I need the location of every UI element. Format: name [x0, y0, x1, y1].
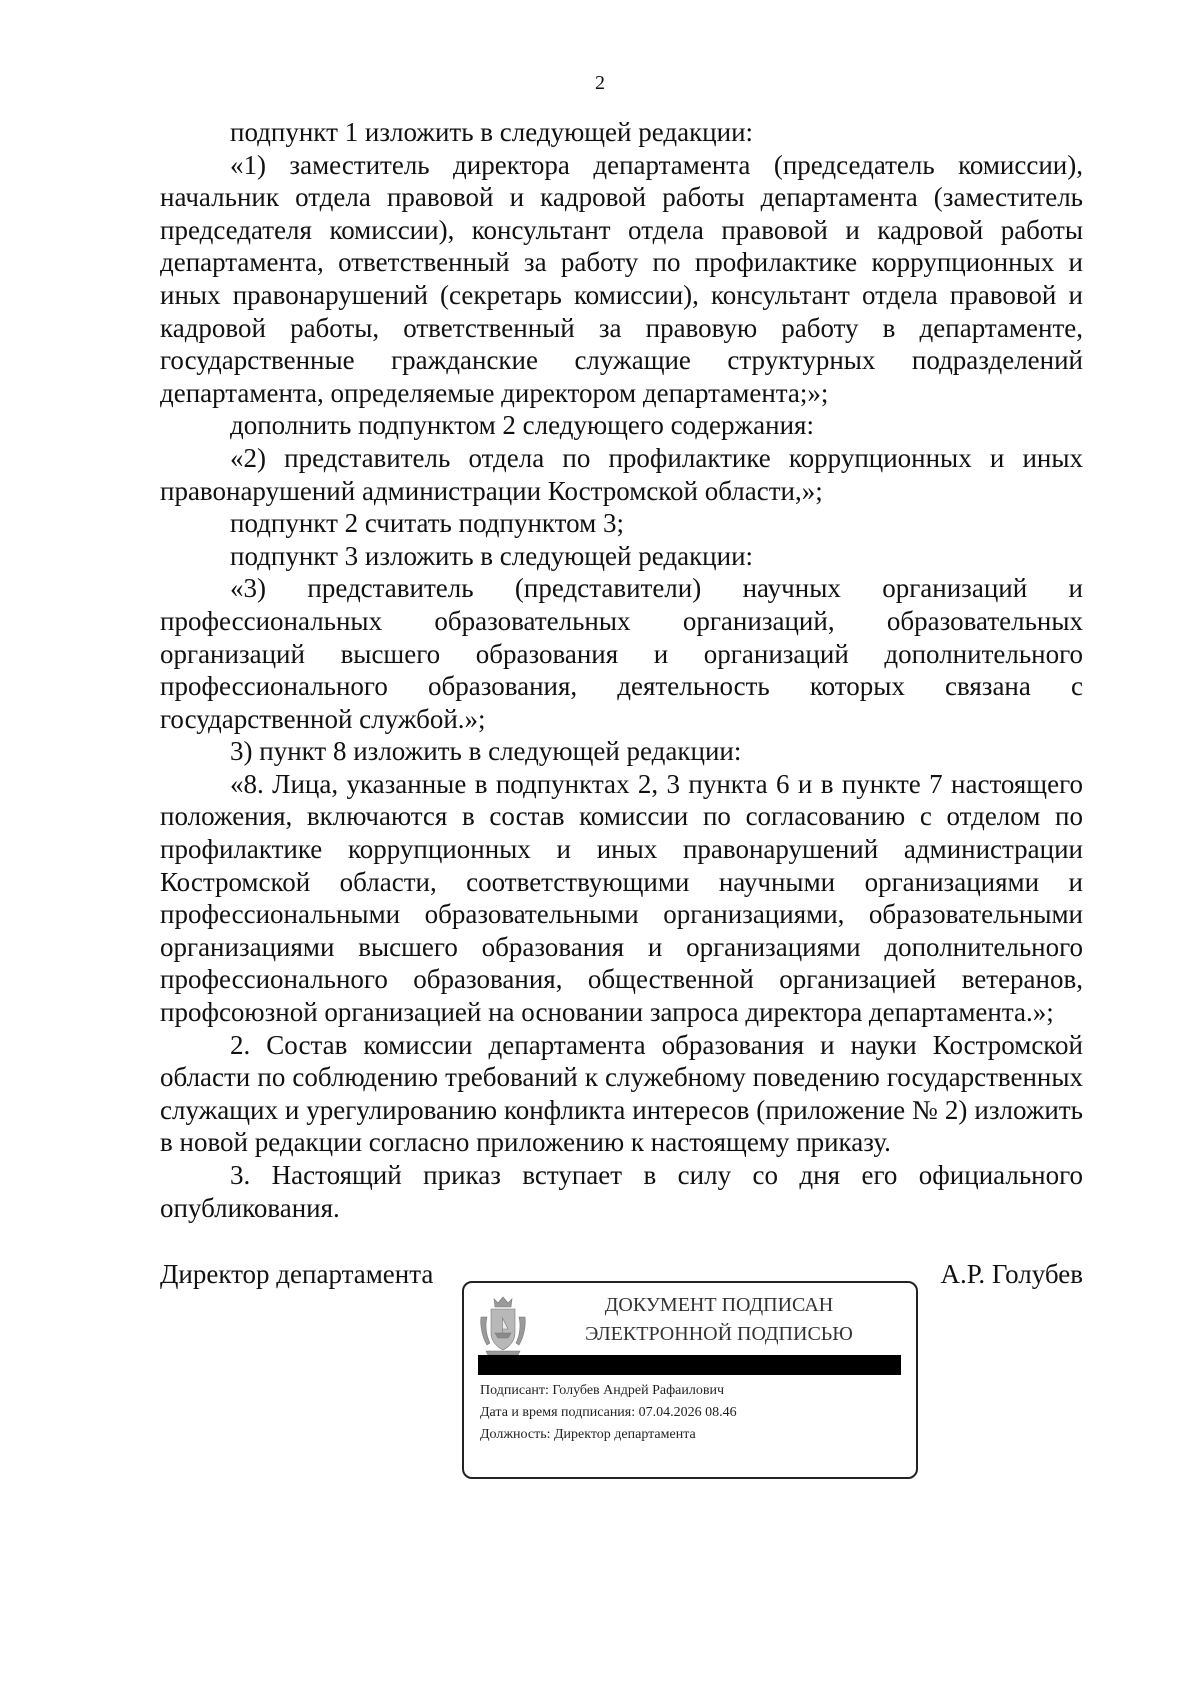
signer-position: Директор департамента — [160, 1259, 434, 1289]
stamp-details — [480, 1380, 900, 1446]
paragraph: «1) заместитель директора департамента (председатель комиссии), начальник отдела правовой и кадровой работы департамента (заместитель председателя комиссии), консультант отдела правовой и кадровой работы департамента, ответственный за работу по профилактике коррупционных и иных правонарушений (секретарь комиссии), консультант отдела правовой и кадровой работы, ответственный за правовую работу в департаменте, государственные гражданские служащие структурных подразделений департамента, определяемые директором департамента;»; — [160, 149, 1083, 408]
paragraph: «8. Лица, указанные в подпунктах 2, 3 пункта 6 и в пункте 7 настоящего положения, включаются в состав комиссии по согласованию с отделом по профилактике коррупционных и иных правонарушений администрации Костромской области, соответствующими научными организациями и профессиональными образовательными организациями, образовательными организациями высшего образования и организациями дополнительного профессионального образования, общественной организацией ветеранов, профсоюзной организацией на основании запроса директора департамента.»; — [160, 768, 1083, 1028]
paragraph: 2. Состав комиссии департамента образования и науки Костромской области по соблюдению требований к служебному поведению государственных служащих и урегулированию конфликта интересов (приложение № 2) изложить в новой редакции согласно приложению к настоящему приказу. — [160, 1029, 1083, 1158]
paragraph: «2) представитель отдела по профилактике коррупционных и иных правонарушений администрации Костромской области,»; — [160, 442, 1083, 506]
stamp-role: Должность: Директор департамента — [480, 1427, 696, 1442]
paragraph: дополнить подпунктом 2 следующего содержания: — [230, 410, 814, 441]
signer-name: А.Р. Голубев — [940, 1259, 1083, 1289]
coat-of-arms-icon — [478, 1295, 528, 1357]
paragraph: 3. Настоящий приказ вступает в силу со дня его официального опубликования. — [160, 1160, 1083, 1223]
stamp-signer: Подписант: Голубев Андрей Рафаилович — [480, 1383, 724, 1398]
redacted-certificate-bar — [478, 1355, 901, 1375]
page-number: 2 — [595, 72, 605, 94]
stamp-datetime: Дата и время подписания: 07.04.2026 08.46 — [480, 1405, 737, 1420]
stamp-title: ДОКУМЕНТ ПОДПИСАН ЭЛЕКТРОННОЙ ПОДПИСЬЮ — [585, 1294, 853, 1345]
paragraph: подпункт 3 изложить в следующей редакции: — [230, 540, 754, 571]
paragraph: «3) представитель (представители) научных организаций и профессиональных образовательных организаций, образовательных организаций высшего образования и организаций дополнительного профессионального образования, деятельность которых связана с государственной службой.»; — [160, 573, 1083, 734]
paragraph: 3) пункт 8 изложить в следующей редакции: — [230, 736, 742, 767]
electronic-signature-stamp — [462, 1281, 918, 1479]
paragraph: подпункт 2 считать подпунктом 3; — [230, 508, 624, 539]
document-body — [160, 116, 1083, 1224]
paragraph: подпункт 1 изложить в следующей редакции: — [230, 117, 754, 147]
